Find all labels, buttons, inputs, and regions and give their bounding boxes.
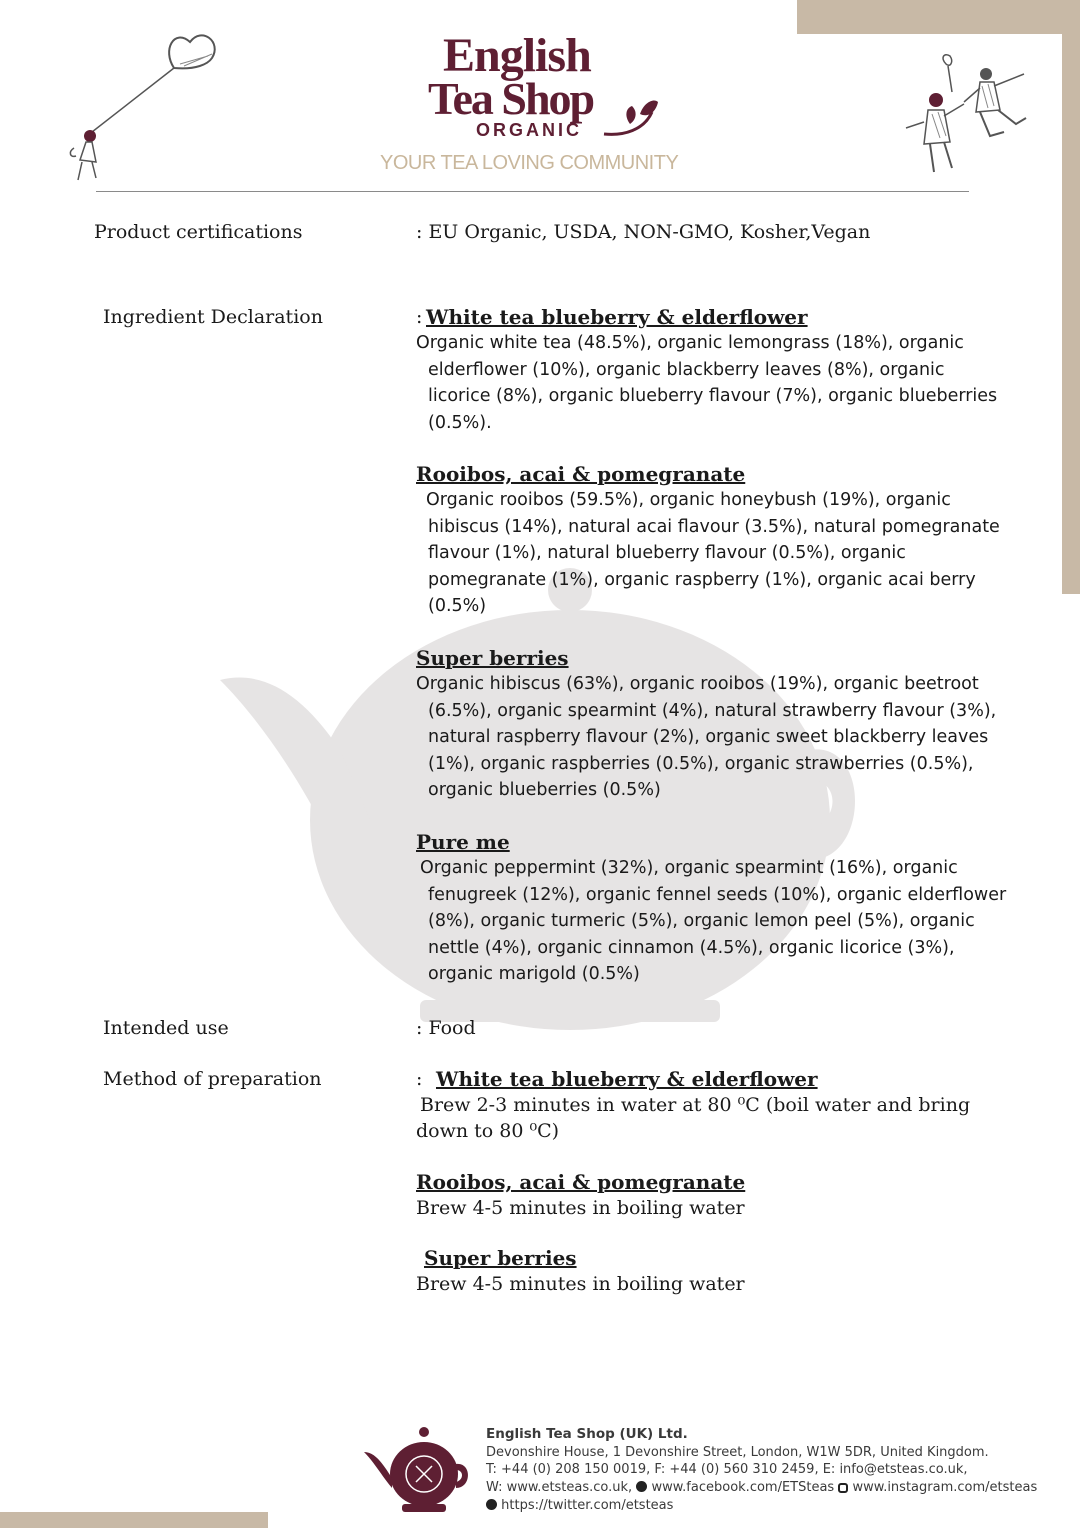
teapot-logo-icon: [362, 1426, 472, 1514]
ingredient-heading-pure-me: Pure me: [416, 830, 510, 854]
dancing-people-illustration: [900, 52, 1040, 182]
instagram-icon: [838, 1483, 848, 1493]
footer-company-name: English Tea Shop (UK) Ltd.: [486, 1426, 688, 1442]
logo-leaf-icon: [600, 90, 662, 140]
decorative-bottom-band: [0, 1512, 268, 1528]
preparation-text-super-berries: Brew 4-5 minutes in boiling water: [416, 1273, 745, 1295]
footer-web-line: [486, 1479, 1037, 1497]
logo-text-tea-shop: Tea Shop: [428, 73, 594, 124]
certifications-label: Product certifications: [94, 221, 303, 243]
footer-contact-block: [486, 1426, 1037, 1515]
ingredient-heading-super-berries: Super berries: [416, 646, 569, 670]
preparation-text-white-tea: Brew 2-3 minutes in water at 80 ⁰C (boil water and bring down to 80 ⁰C): [416, 1094, 971, 1142]
girl-with-heart-kite-illustration: [62, 20, 222, 190]
ingredient-text-super-berries: Organic hibiscus (63%), organic rooibos (19%), organic beetroot (6.5%), organic spearmint (4%), natural strawberry flavour (3%), natural raspberry flavour (2%), organic sweet blackberry leaves (1%), organic raspberries (0.5%), organic strawberries (0.5%), organic blueberries (0.5%): [416, 674, 997, 801]
ingredient-heading-white-tea: White tea blueberry & elderflower: [426, 305, 808, 329]
ingredient-text-rooibos: Organic rooibos (59.5%), organic honeybush (19%), organic hibiscus (14%), natural acai flavour (3.5%), natural pomegranate flavour (1%), natural blueberry flavour (0.5%), organic pomegranate (1%), organic raspberry (1%), organic acai berry (0.5%): [426, 490, 1000, 617]
logo-text-organic: ORGANIC: [476, 120, 582, 140]
footer-website-link[interactable]: W: www.etsteas.co.uk,: [486, 1480, 633, 1496]
footer-twitter-link[interactable]: https://twitter.com/etsteas: [501, 1497, 674, 1513]
preparation-label: Method of preparation: [103, 1068, 322, 1090]
intended-use-label: Intended use: [103, 1017, 229, 1039]
preparation-colon: :: [416, 1068, 423, 1090]
certifications-value: : EU Organic, USDA, NON-GMO, Kosher,Vegan: [416, 221, 871, 243]
footer-address: Devonshire House, 1 Devonshire Street, London, W1W 5DR, United Kingdom.: [486, 1444, 989, 1460]
letterhead: [0, 0, 1080, 200]
header-divider: [96, 191, 969, 192]
ingredient-declaration-colon: :: [416, 306, 423, 328]
footer-instagram-link[interactable]: www.instagram.com/etsteas: [852, 1480, 1038, 1496]
facebook-icon: [636, 1481, 647, 1492]
tagline: YOUR TEA LOVING COMMUNITY: [380, 152, 679, 174]
ingredient-heading-rooibos: Rooibos, acai & pomegranate: [416, 462, 746, 486]
footer-phone: T: +44 (0) 208 150 0019, F: +44 (0) 560 310 2459, E: info@etsteas.co.uk,: [486, 1462, 968, 1478]
twitter-icon: [486, 1499, 497, 1510]
ingredient-declaration-label: Ingredient Declaration: [103, 306, 323, 328]
ingredient-text-pure-me: Organic peppermint (32%), organic spearmint (16%), organic fenugreek (12%), organic fennel seeds (10%), organic elderflower (8%), organic turmeric (5%), organic lemon peel (5%), organic nettle (4%), organic cinnamon (4.5%), organic licorice (3%), organic marigold (0.5%): [420, 858, 1007, 985]
preparation-heading-white-tea: White tea blueberry & elderflower: [436, 1067, 818, 1091]
preparation-text-rooibos: Brew 4-5 minutes in boiling water: [416, 1197, 745, 1219]
footer-facebook-link[interactable]: www.facebook.com/ETSteas: [651, 1480, 835, 1496]
intended-use-value: : Food: [416, 1017, 476, 1039]
footer-twitter-line: [486, 1497, 1037, 1515]
ingredient-text-white-tea: Organic white tea (48.5%), organic lemongrass (18%), organic elderflower (10%), organic blackberry leaves (8%), organic licorice (8%), organic blueberry flavour (7%), organic blueberries (0.5%).: [416, 333, 998, 433]
logo-text-english: English: [443, 29, 591, 82]
preparation-heading-super-berries: Super berries: [424, 1246, 577, 1270]
preparation-heading-rooibos: Rooibos, acai & pomegranate: [416, 1170, 746, 1194]
